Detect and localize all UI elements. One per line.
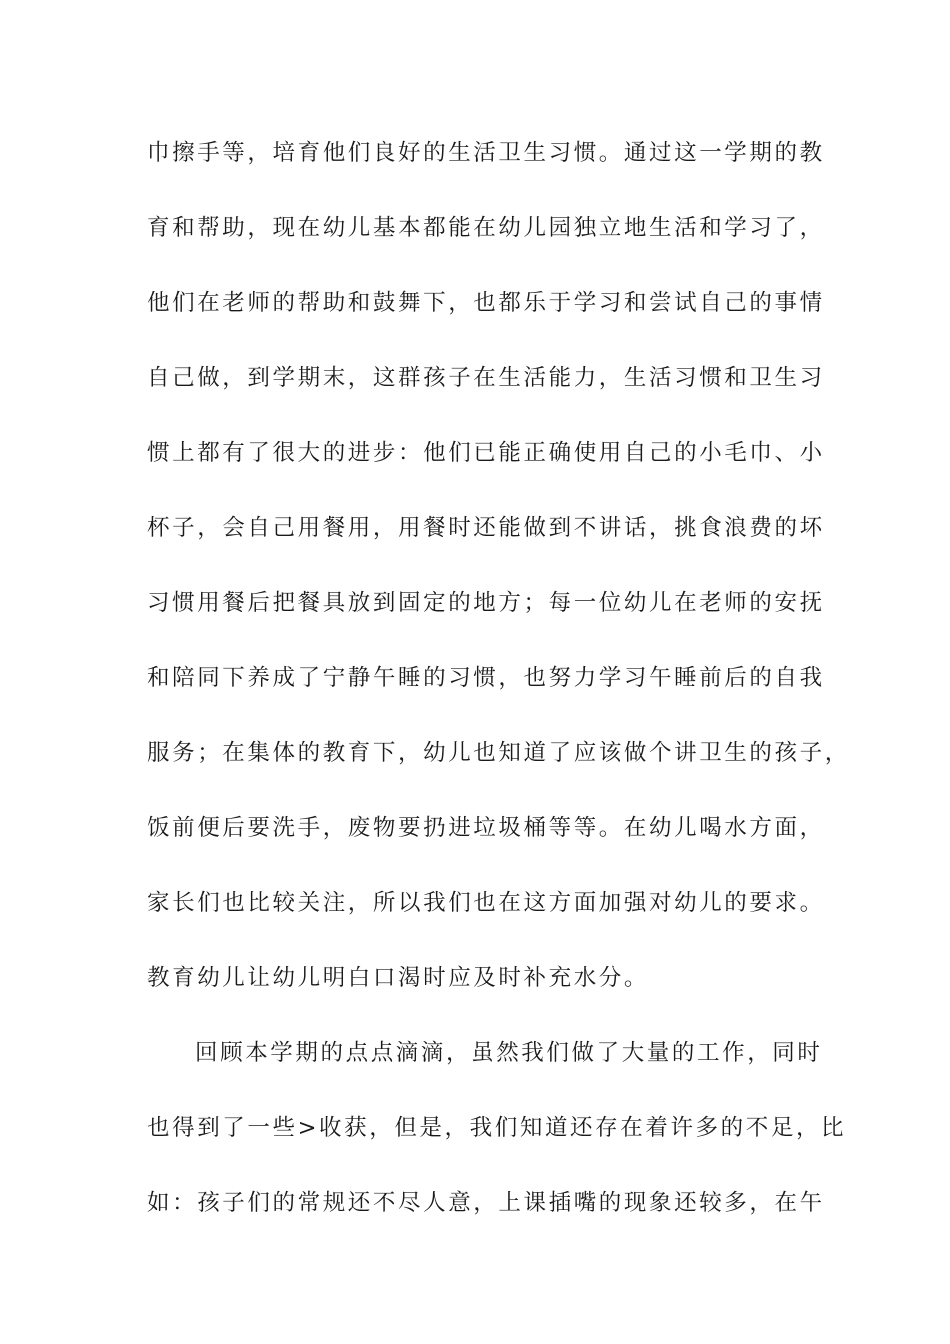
text-line: 习惯用餐后把餐具放到固定的地方；每一位幼儿在老师的安抚 [147, 590, 825, 616]
text-line: 育和帮助，现在幼儿基本都能在幼儿园独立地生活和学习了， [147, 215, 825, 241]
text-line: 巾擦手等，培育他们良好的生活卫生习惯。通过这一学期的教 [147, 140, 825, 166]
text-line: 教育幼儿让幼儿明白口渴时应及时补充水分。 [147, 965, 650, 991]
paragraph-1 [147, 128, 850, 1028]
text-line: 杯子，会自己用餐用，用餐时还能做到不讲话，挑食浪费的坏 [147, 515, 825, 541]
text-line: 惯上都有了很大的进步：他们已能正确使用自己的小毛巾、小 [147, 440, 825, 466]
text-line: 自己做，到学期末，这群孩子在生活能力，生活习惯和卫生习 [147, 365, 825, 391]
text-line: 他们在老师的帮助和鼓舞下，也都乐于学习和尝试自己的事情 [147, 290, 825, 316]
text-line: 也得到了一些>收获，但是，我们知道还存在着许多的不足，比 [147, 1115, 847, 1141]
text-line: 和陪同下养成了宁静午睡的习惯，也努力学习午睡前后的自我 [147, 665, 825, 691]
text-line: 如：孩子们的常规还不尽人意，上课插嘴的现象还较多，在午 [147, 1190, 825, 1216]
text-line: 回顾本学期的点点滴滴，虽然我们做了大量的工作，同时 [195, 1040, 823, 1066]
text-line: 家长们也比较关注，所以我们也在这方面加强对幼儿的要求。 [147, 890, 825, 916]
text-line: 饭前便后要洗手，废物要扔进垃圾桶等等。在幼儿喝水方面， [147, 815, 825, 841]
document-body [147, 128, 850, 1253]
text-line: 服务；在集体的教育下，幼儿也知道了应该做个讲卫生的孩子， [147, 740, 850, 766]
paragraph-2 [147, 1028, 847, 1253]
